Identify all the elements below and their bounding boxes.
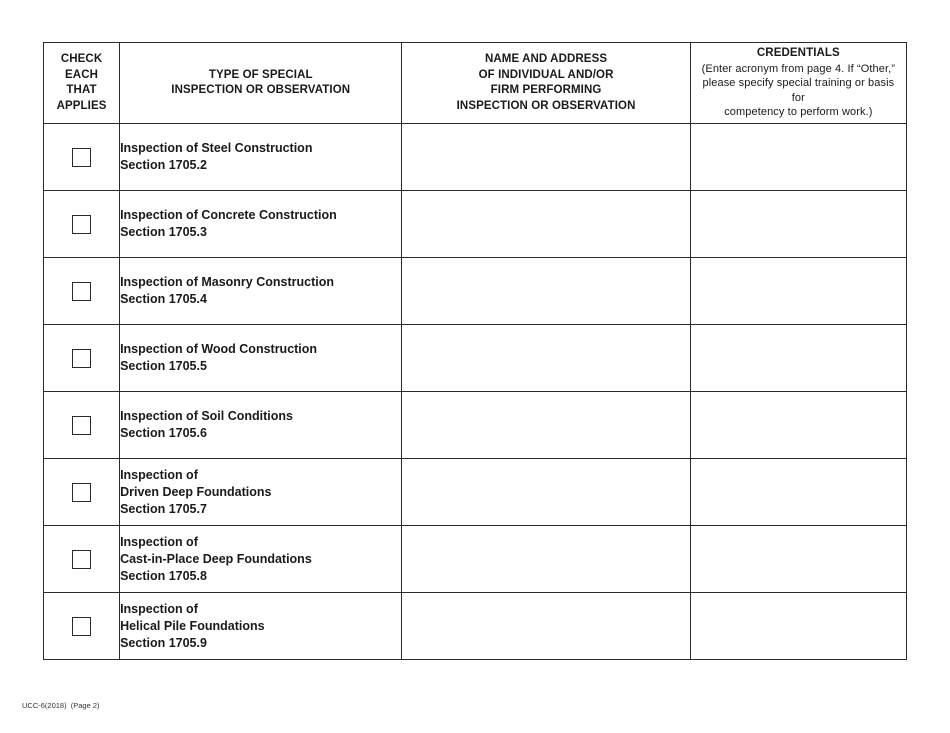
- check-cell: [44, 526, 120, 593]
- name-address-field[interactable]: [402, 526, 690, 593]
- inspection-type-line: Driven Deep Foundations: [120, 484, 272, 499]
- inspection-type-line: Inspection of Wood Construction: [120, 342, 318, 356]
- credentials-field[interactable]: [690, 325, 906, 392]
- table-row: [44, 392, 907, 459]
- inspection-checkbox[interactable]: [72, 349, 91, 368]
- inspection-checkbox[interactable]: [72, 148, 91, 167]
- inspection-type-cell: [120, 459, 402, 526]
- credentials-field[interactable]: [690, 258, 906, 325]
- name-address-field[interactable]: [402, 325, 690, 392]
- inspection-type-line: Section 1705.4: [120, 292, 207, 306]
- credentials-field[interactable]: [690, 593, 906, 660]
- check-cell: [44, 124, 120, 191]
- inspection-type-line: Section 1705.3: [120, 225, 207, 239]
- table-row: [44, 593, 907, 660]
- inspection-type-line: Section 1705.5: [120, 359, 207, 373]
- credentials-field[interactable]: [690, 526, 906, 593]
- inspection-type-cell: [120, 191, 402, 258]
- inspection-type-line: Section 1705.7: [120, 501, 207, 516]
- header-line: EACH: [65, 68, 99, 81]
- check-cell: [44, 325, 120, 392]
- inspection-type-line: Inspection of: [120, 601, 198, 616]
- name-address-field[interactable]: [402, 593, 690, 660]
- table-row: [44, 191, 907, 258]
- inspection-checkbox[interactable]: [72, 215, 91, 234]
- form-footer: UCC-6(2018) (Page 2): [22, 701, 100, 710]
- credentials-field[interactable]: [690, 392, 906, 459]
- inspection-type-cell: [120, 593, 402, 660]
- header-name-and-address: [402, 43, 690, 124]
- inspection-type-line: Section 1705.8: [120, 568, 207, 583]
- inspection-type-cell: [120, 526, 402, 593]
- inspection-type-line: Section 1705.9: [120, 635, 207, 650]
- inspection-type-line: Inspection of Soil Conditions: [120, 409, 293, 423]
- name-address-field[interactable]: [402, 258, 690, 325]
- credentials-note-line: competency to perform work.): [724, 106, 873, 119]
- table-row: [44, 124, 907, 191]
- special-inspections-table: [43, 42, 907, 660]
- header-credentials: [690, 43, 906, 124]
- name-address-field[interactable]: [402, 392, 690, 459]
- header-line: CHECK: [60, 53, 103, 65]
- inspection-type-line: Section 1705.2: [120, 158, 207, 172]
- header-line: INSPECTION OR OBSERVATION: [456, 99, 636, 112]
- check-cell: [44, 191, 120, 258]
- check-cell: [44, 593, 120, 660]
- inspection-type-line: Inspection of: [120, 534, 198, 549]
- check-cell: [44, 459, 120, 526]
- inspection-type-line: Inspection of Concrete Construction: [120, 208, 337, 222]
- inspection-checkbox[interactable]: [72, 483, 91, 502]
- header-row: [44, 43, 907, 124]
- inspection-checkbox[interactable]: [72, 282, 91, 301]
- inspection-type-cell: [120, 392, 402, 459]
- credentials-field[interactable]: [690, 459, 906, 526]
- inspection-type-cell: [120, 124, 402, 191]
- header-line: INSPECTION OR OBSERVATION: [171, 84, 351, 96]
- inspection-type-line: Inspection of Masonry Construction: [120, 275, 334, 289]
- table-row: [44, 258, 907, 325]
- inspection-type-cell: [120, 258, 402, 325]
- header-line: THAT: [66, 84, 97, 96]
- credentials-note-line: please specify special training or basis for: [702, 77, 895, 104]
- table-row: [44, 325, 907, 392]
- name-address-field[interactable]: [402, 191, 690, 258]
- credentials-note-line: (Enter acronym from page 4. If “Other,”: [701, 62, 896, 75]
- inspection-type-line: Helical Pile Foundations: [120, 618, 265, 633]
- credentials-field[interactable]: [690, 124, 906, 191]
- inspection-rows: [44, 124, 907, 660]
- credentials-title: CREDENTIALS: [756, 47, 840, 60]
- header-line: FIRM PERFORMING: [490, 84, 602, 96]
- table-row: [44, 459, 907, 526]
- inspection-checkbox[interactable]: [72, 617, 91, 636]
- credentials-field[interactable]: [690, 191, 906, 258]
- header-line: APPLIES: [56, 99, 107, 112]
- inspection-type-line: Section 1705.6: [120, 426, 207, 440]
- header-line: TYPE OF SPECIAL: [208, 68, 313, 81]
- header-type-of-inspection: [120, 43, 402, 124]
- inspection-type-line: Inspection of Steel Construction: [120, 141, 313, 155]
- header-line: NAME AND ADDRESS: [484, 53, 608, 65]
- inspection-checkbox[interactable]: [72, 550, 91, 569]
- header-line: OF INDIVIDUAL AND/OR: [478, 68, 614, 81]
- inspection-type-cell: [120, 325, 402, 392]
- header-check-each-that-applies: [44, 43, 120, 124]
- check-cell: [44, 258, 120, 325]
- check-cell: [44, 392, 120, 459]
- inspection-checkbox[interactable]: [72, 416, 91, 435]
- inspection-type-line: Inspection of: [120, 467, 198, 482]
- name-address-field[interactable]: [402, 124, 690, 191]
- table-row: [44, 526, 907, 593]
- inspection-type-line: Cast-in-Place Deep Foundations: [120, 551, 312, 566]
- name-address-field[interactable]: [402, 459, 690, 526]
